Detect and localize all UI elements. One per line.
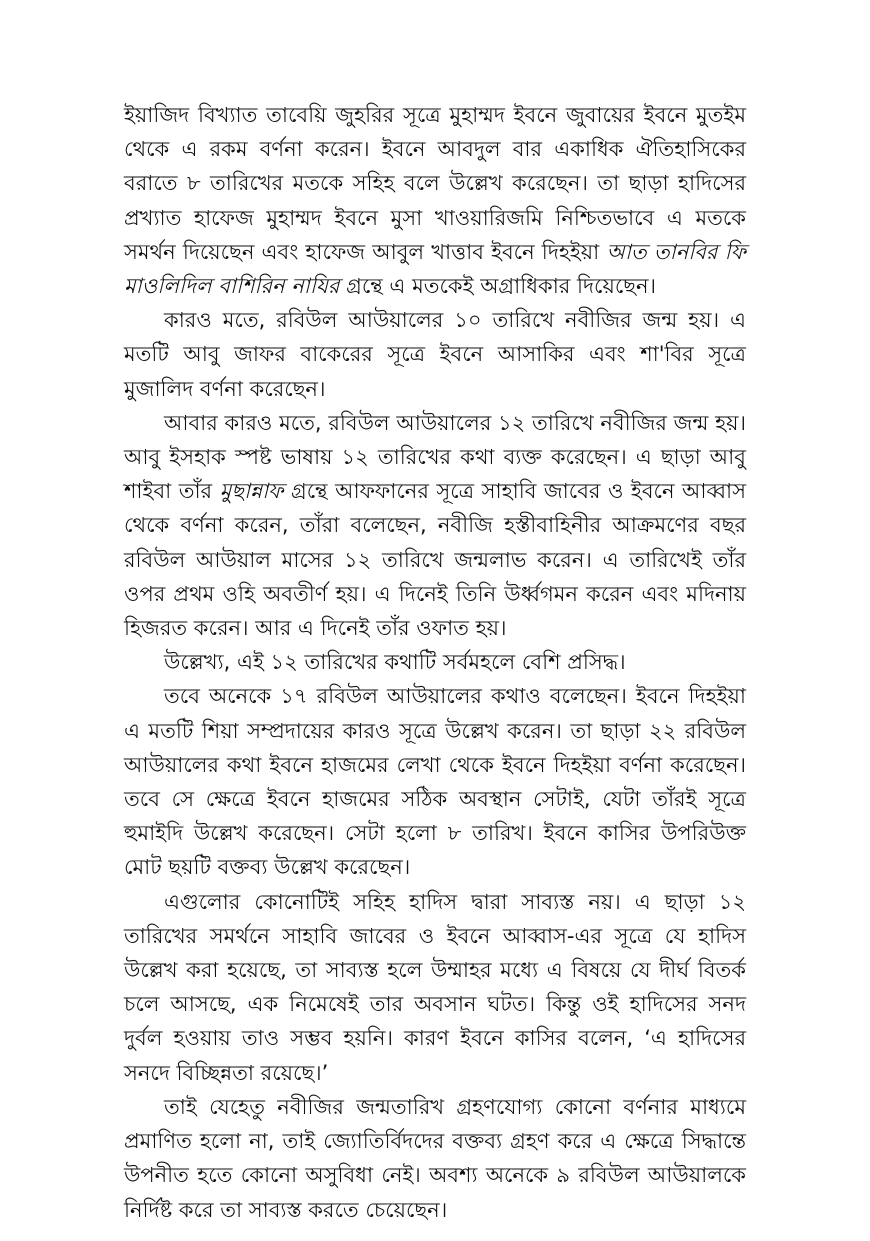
paragraph-1 (124, 98, 746, 303)
document-page (124, 98, 746, 1227)
paragraph-7 (124, 1090, 746, 1227)
paragraph-text: আবার কারও মতে, রবিউল আউয়ালের ১২ তারিখে নবীজির জন্ম হয়। আবু ইসহাক স্পষ্ট ভাষায় ১২ তারিখের কথা ব্যক্ত করেছেন। এ ছাড়া আবু শাইবা তাঁর (124, 410, 746, 504)
paragraph-text: কারও মতে, রবিউল আউয়ালের ১০ তারিখে নবীজির জন্ম হয়। এ মতটি আবু জাফর বাকেরের সূত্রে ইবনে আসাকির এবং শা'বির সূত্রে মুজালিদ বর্ণনা করেছেন। (124, 308, 746, 401)
book-title-italic: মুছান্নাফ (219, 479, 284, 504)
paragraph-text: তবে অনেকে ১৭ রবিউল আউয়ালের কথাও বলেছেন। ইবনে দিহইয়া এ মতটি শিয়া সম্প্রদায়ের কারও সূত্রে উল্লেখ করেন। তা ছাড়া ২২ রবিউল আউয়ালের কথা ইবনে হাজমের লেখা থেকে ইবনে দিহইয়া বর্ণনা করেছেন। তবে সে ক্ষেত্রে ইবনে হাজমের সঠিক অবস্থান সেটাই, যেটা তাঁরই সূত্রে হুমাইদি উল্লেখ করেছেন। সেটা হলো ৮ তারিখ। ইবনে কাসির উপরিউক্ত মোট ছয়টি বক্তব্য উল্লেখ করেছেন। (124, 684, 746, 880)
paragraph-4 (124, 645, 746, 679)
book-title-italic: আত তানবির ফি মাওলিদিল বাশিরিন নাযির (124, 239, 746, 299)
paragraph-text: তাই যেহেতু নবীজির জন্মতারিখ গ্রহণযোগ্য কোনো বর্ণনার মাধ্যমে প্রমাণিত হলো না, তাই জ্যোতির্বিদদের বক্তব্য গ্রহণ করে এ ক্ষেত্রে সিদ্ধান্তে উপনীত হতে কোনো অসুবিধা নেই। অবশ্য অনেকে ৯ রবিউল আউয়ালকে নির্দিষ্ট করে তা সাব্যস্ত করতে চেয়েছেন। (124, 1094, 746, 1222)
paragraph-2 (124, 303, 746, 406)
paragraph-text: উল্লেখ্য, এই ১২ তারিখের কথাটি সর্বমহলে বেশি প্রসিদ্ধ। (164, 650, 626, 675)
paragraph-3 (124, 406, 746, 645)
paragraph-text: এগুলোর কোনোটিই সহিহ হাদিস দ্বারা সাব্যস্ত নয়। এ ছাড়া ১২ তারিখের সমর্থনে সাহাবি জাবের ও ইবনে আব্বাস-এর সূত্রে যে হাদিস উল্লেখ করা হয়েছে, তা সাব্যস্ত হলে উম্মাহর মধ্যে এ বিষয়ে যে দীর্ঘ বিতর্ক চলে আসছে, এক নিমেষেই তার অবসান ঘটত। কিন্তু ওই হাদিসের সনদ দুর্বল হওয়ায় তাও সম্ভব হয়নি। কারণ ইবনে কাসির বলেন, ‘এ হাদিসের সনদে বিচ্ছিন্নতা রয়েছে।’ (124, 889, 746, 1085)
paragraph-5 (124, 679, 746, 884)
paragraph-text: গ্রন্থে এ মতকেই অগ্রাধিকার দিয়েছেন। (339, 274, 657, 299)
paragraph-6 (124, 885, 746, 1090)
paragraph-text: গ্রন্থে আফফানের সূত্রে সাহাবি জাবের ও ইবনে আব্বাস থেকে বর্ণনা করেন, তাঁরা বলেছেন, নবীজি হস্তীবাহিনীর আক্রমণের বছর রবিউল আউয়াল মাসের ১২ তারিখে জন্মলাভ করেন। এ তারিখেই তাঁর ওপর প্রথম ওহি অবতীর্ণ হয়। এ দিনেই তিনি উর্ধ্বগমন করেন এবং মদিনায় হিজরত করেন। আর এ দিনেই তাঁর ওফাত হয়। (124, 479, 746, 641)
paragraph-text: ইয়াজিদ বিখ্যাত তাবেয়ি জুহরির সূত্রে মুহাম্মদ ইবনে জুবায়ের ইবনে মুতইম থেকে এ রকম বর্ণনা করেন। ইবনে আবদুল বার একাধিক ঐতিহাসিকের বরাতে ৮ তারিখের মতকে সহিহ বলে উল্লেখ করেছেন। তা ছাড়া হাদিসের প্রখ্যাত হাফেজ মুহাম্মদ ইবনে মুসা খাওয়ারিজমি নিশ্চিতভাবে এ মতকে সমর্থন দিয়েছেন এবং হাফেজ আবুল খাত্তাব ইবনে দিহইয়া (124, 103, 746, 264)
